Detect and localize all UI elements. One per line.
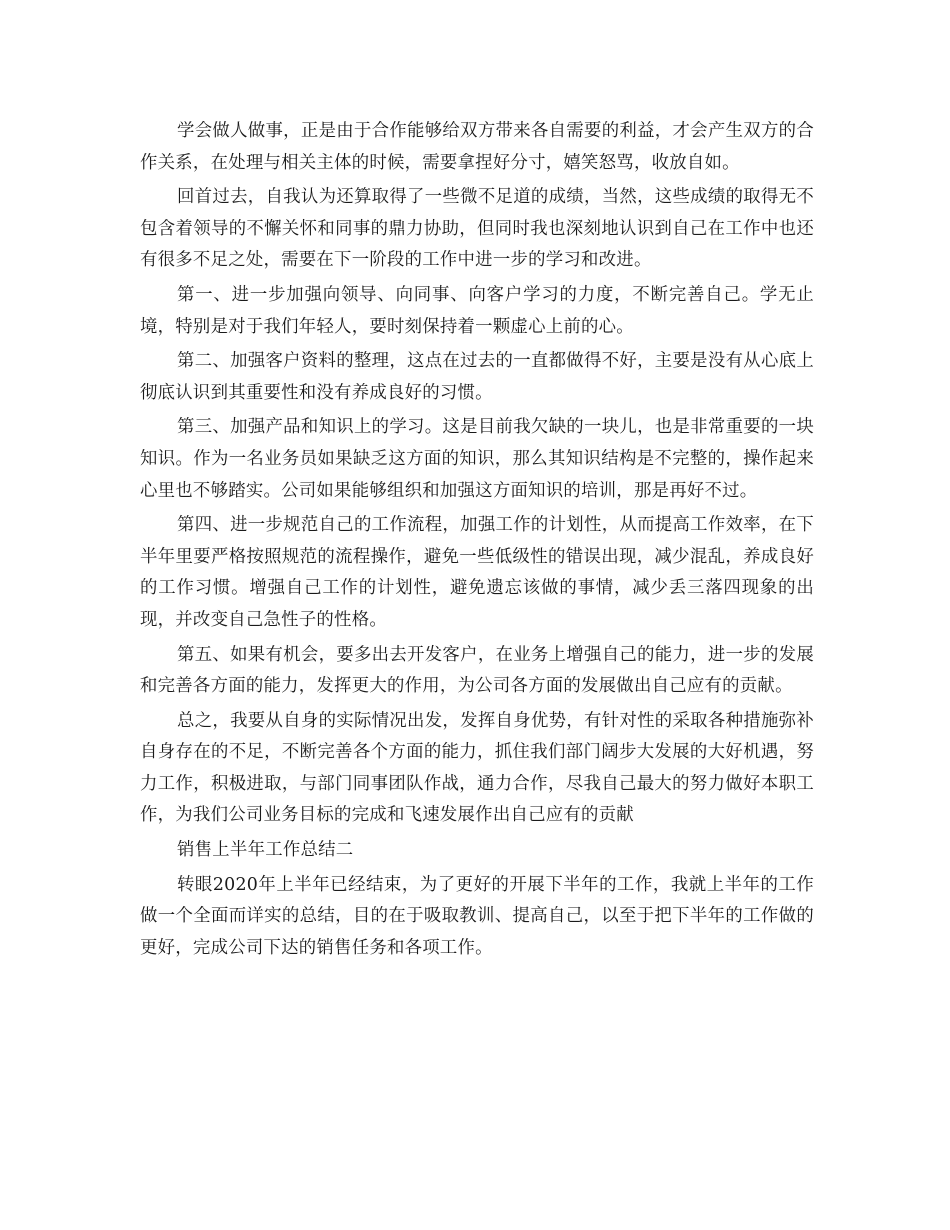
- paragraph-third: 第三、加强产品和知识上的学习。这是目前我欠缺的一块儿，也是非常重要的一块知识。作为一名业务员如果缺乏这方面的知识，那么其知识结构是不完整的，操作起来心里也不够踏实。公司如果能够组织和加强这方面知识的培训，那是再好不过。: [140, 417, 814, 501]
- paragraph-conclusion: 总之，我要从自身的实际情况出发，发挥自身优势，有针对性的采取各种措施弥补自身存在的不足，不断完善各个方面的能力，抓住我们部门阔步大发展的大好机遇，努力工作，积极进取，与部门同事团队作战，通力合作，尽我自己最大的努力做好本职工作，为我们公司业务目标的完成和飞速发展作出自己应有的贡献: [140, 710, 814, 826]
- paragraph-first: 第一、进一步加强向领导、向同事、向客户学习的力度，不断完善自己。学无止境，特别是对于我们年轻人，要时刻保持着一颗虚心上前的心。: [140, 284, 814, 337]
- paragraph-fifth: 第五、如果有机会，要多出去开发客户，在业务上增强自己的能力，进一步的发展和完善各方面的能力，发挥更大的作用，为公司各方面的发展做出自己应有的贡献。: [140, 644, 814, 697]
- paragraph-review: 回首过去，自我认为还算取得了一些微不足道的成绩，当然，这些成绩的取得无不包含着领导的不懈关怀和同事的鼎力协助，但同时我也深刻地认识到自己在工作中也还有很多不足之处，需要在下一阶段的工作中进一步的学习和改进。: [140, 187, 814, 271]
- paragraph-cooperation: 学会做人做事，正是由于合作能够给双方带来各自需要的利益，才会产生双方的合作关系，在处理与相关主体的时候，需要拿捏好分寸，嬉笑怒骂，收放自如。: [140, 121, 814, 173]
- section-heading: 销售上半年工作总结二: [177, 840, 354, 861]
- paragraph-second: 第二、加强客户资料的整理，这点在过去的一直都做得不好，主要是没有从心底上彻底认识到其重要性和没有养成良好的习惯。: [140, 351, 814, 403]
- paragraph-fourth: 第四、进一步规范自己的工作流程，加强工作的计划性，从而提高工作效率，在下半年里要严格按照规范的流程操作，避免一些低级性的错误出现，减少混乱，养成良好的工作习惯。增强自己工作的计划性，避免遗忘该做的事情，减少丢三落四现象的出现，并改变自己急性子的性格。: [140, 515, 814, 630]
- paragraph-intro-second: 转眼2020年上半年已经结束，为了更好的开展下半年的工作，我就上半年的工作做一个全面而详实的总结，目的在于吸取教训、提高自己，以至于把下半年的工作做的更好，完成公司下达的销售任务和各项工作。: [140, 874, 814, 958]
- document-body: [140, 116, 814, 967]
